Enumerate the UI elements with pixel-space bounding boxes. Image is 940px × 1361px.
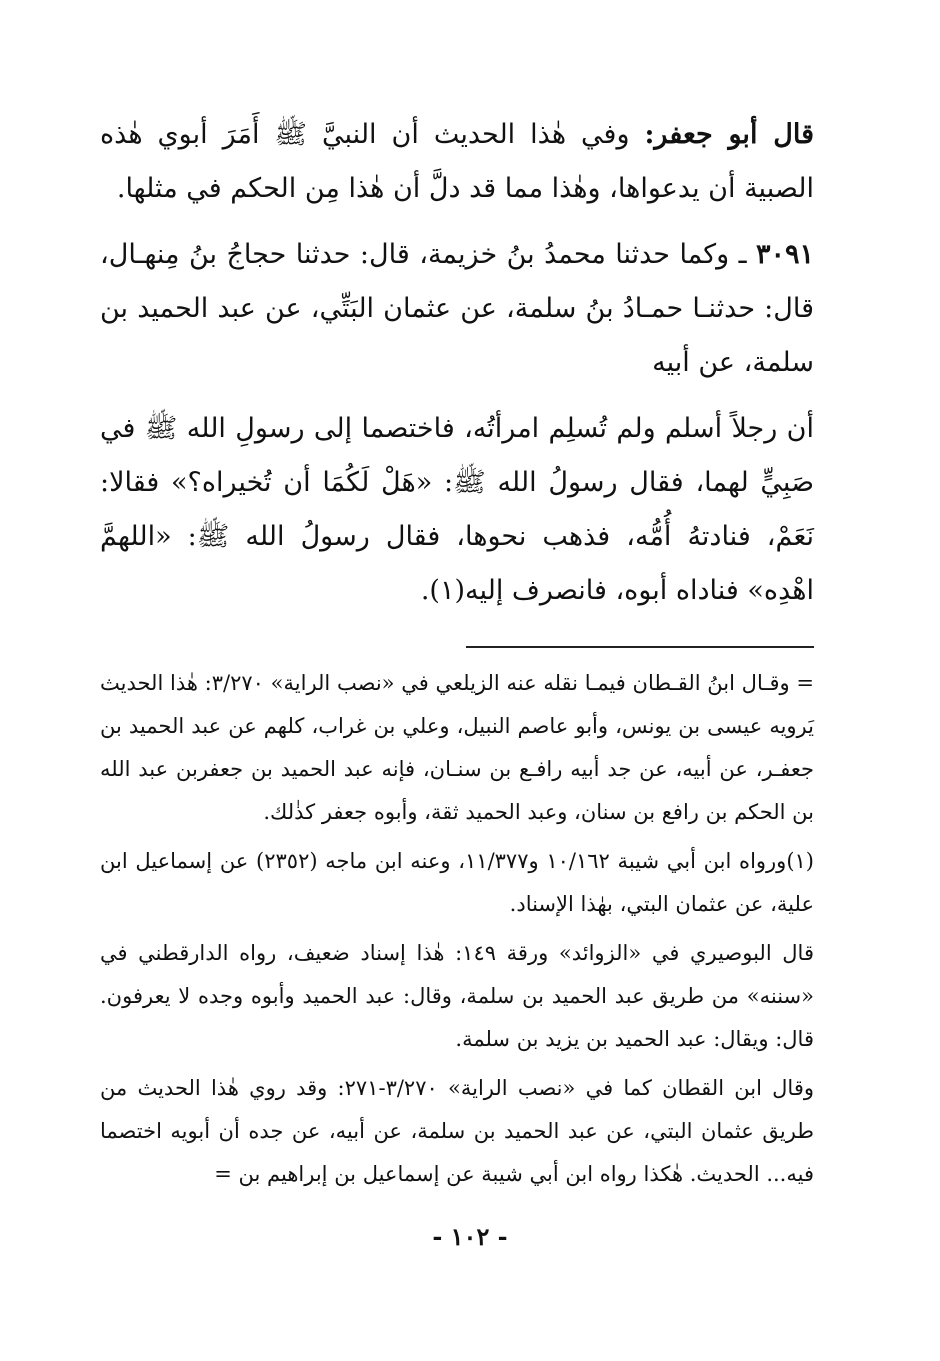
footnote-separator: [466, 646, 814, 648]
hadith-number: ٣٠٩١: [755, 239, 814, 270]
author-lead: قال أبو جعفر:: [644, 119, 814, 150]
footnote-separator-wrap: [100, 618, 814, 662]
footnotes: [100, 662, 814, 1196]
main-text: [100, 108, 814, 618]
footnote-continued: = وقـال ابنُ القـطان فيمـا نقله عنه الزيلعي في «نصب الراية» ٣/٢٧٠: هٰذا الحديث يَرويه عيسى بن يونس، وأبو عاصم النبيل، وعلي بن غراب، كلهم عن عبد الحميد بن جعفـر، عن أبيه، عن جد أبيه رافـع بن سنـان، فإنه عبد الحميد بن جعفربن عبد الله بن الحكم بن رافع بن سنان، وعبد الحميد ثقة، وأبوه جعفر كذٰلك.: [100, 671, 814, 824]
isnad-text: ـ وكما حدثنا محمدُ بنُ خزيمة، قال: حدثنا حجاجُ بنُ مِنهـال، قال: حدثنـا حمـادُ بنُ سلمة، عن عثمان البَتِّي، عن عبد الحميد بن سلمة، عن أبيه: [100, 239, 814, 378]
paragraph-1: [100, 108, 814, 216]
book-page: [100, 108, 814, 1268]
paragraph-1-text: وفي هٰذا الحديث أن النبيَّ ﷺ أَمَرَ أبوي هٰذه الصبية أن يدعواها، وهٰذا مما قد دلَّ أن هٰذا مِن الحكم في مثلها.: [100, 119, 814, 204]
hadith-matn: أن رجلاً أسلم ولم تُسلِم امرأتُه، فاختصما إلى رسولِ الله ﷺ في صَبِيٍّ لهما، فقال رسولُ الله ﷺ: «هَلْ لَكُمَا أن تُخيراه؟» فقالا: نَعَمْ، فنادتهُ أُمُّه، فذهب نحوها، فقال رسولُ الله ﷺ: «اللهمَّ اهْدِه» فناداه أبوه، فانصرف إليه(١).: [100, 413, 814, 606]
footnote-busiri: قال البوصيري في «الزوائد» ورقة ١٤٩: هٰذا إسناد ضعيف، رواه الدارقطني في «سننه» من طريق عبد الحميد بن سلمة، وقال: عبد الحميد وأبوه وجده لا يعرفون. قال: ويقال: عبد الحميد بن يزيد بن سلمة.: [100, 941, 814, 1051]
footnote-ibn-qattan: وقال ابن القطان كما في «نصب الراية» ٣/٢٧٠-٢٧١: وقد روي هٰذا الحديث من طريق عثمان البتي، عن عبد الحميد بن سلمة، عن أبيه، عن جده أن أبويه اختصما فيه... الحديث. هٰكذا رواه ابن أبي شيبة عن إسماعيل بن إبراهيم بن =: [100, 1076, 814, 1186]
hadith-3091: [100, 228, 814, 390]
page-number: - ١٠٢ -: [432, 1222, 508, 1251]
footnote-1: (١)ورواه ابن أبي شيبة ١٠/١٦٢ و١١/٣٧٧، وعنه ابن ماجه (٢٣٥٢) عن إسماعيل ابن علية، عن عثمان البتي، بهٰذا الإسناد.: [100, 849, 814, 916]
